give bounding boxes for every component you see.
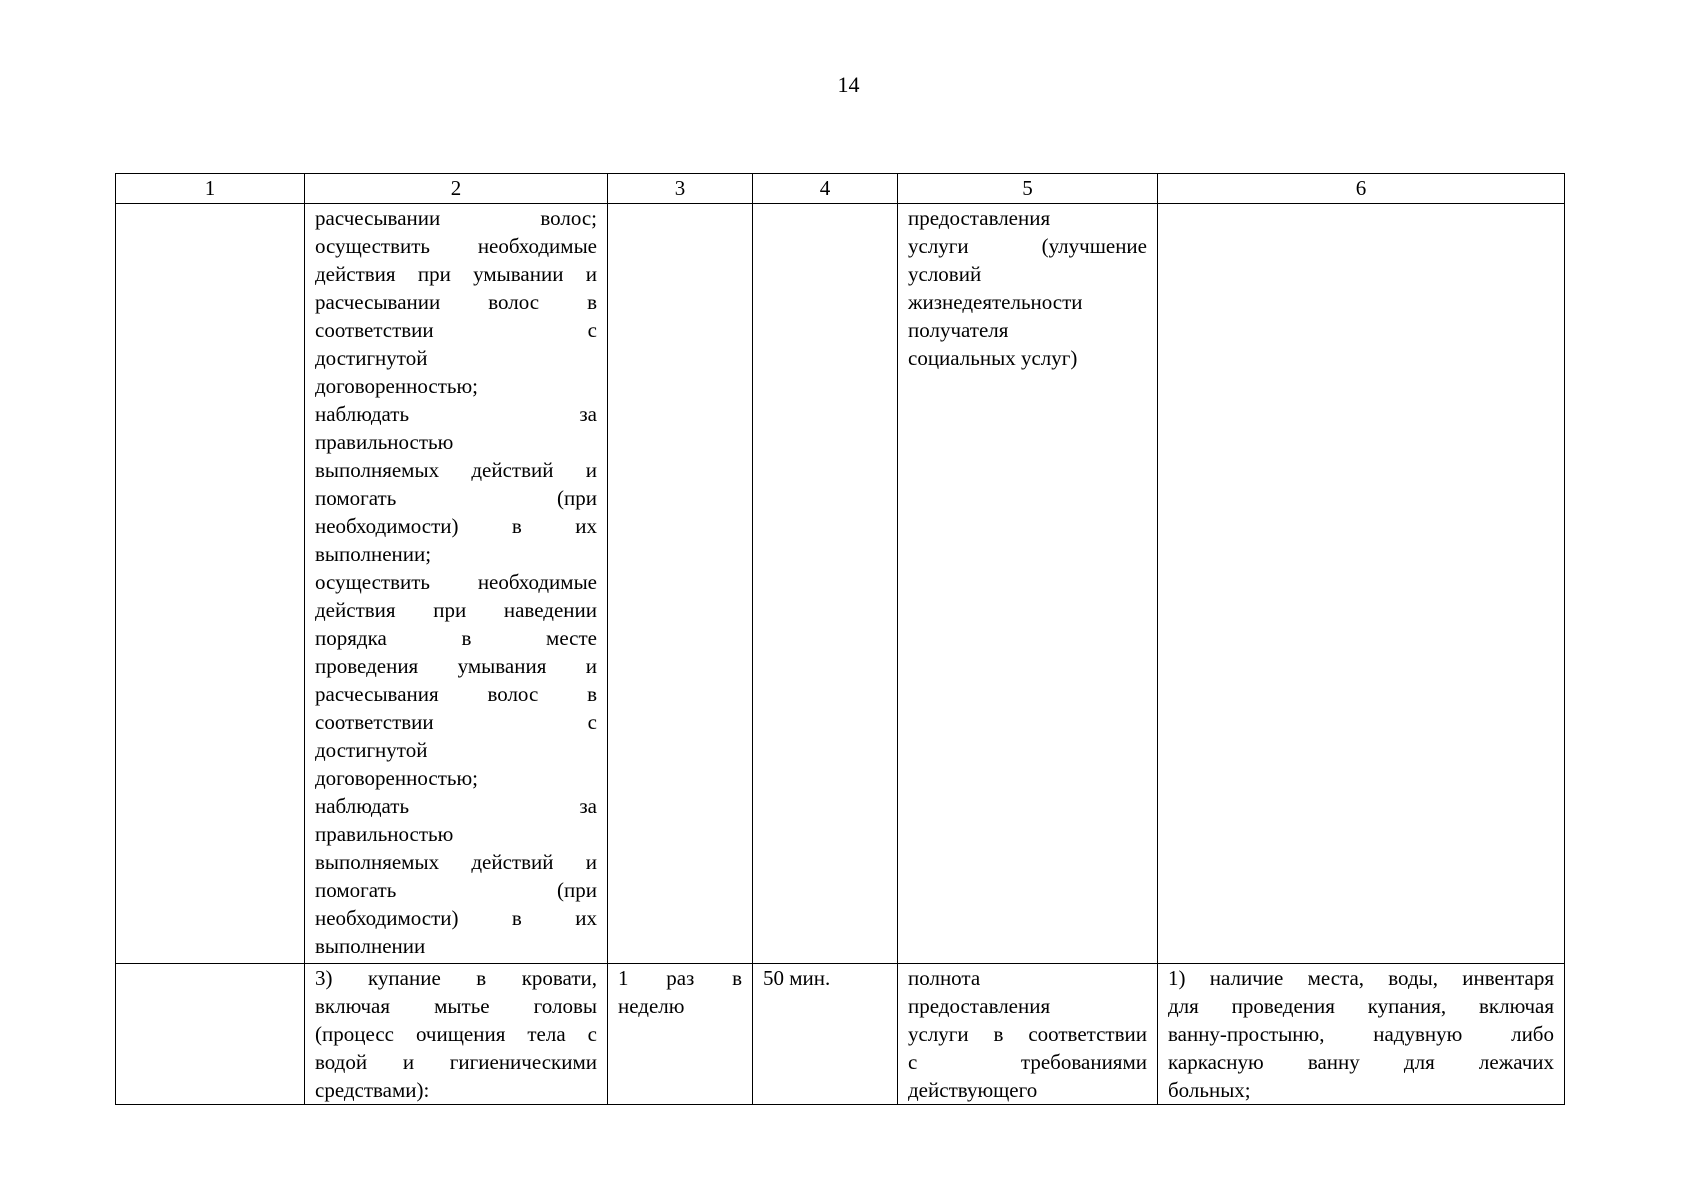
cell-text-line: достигнутой [315,346,428,370]
cell-text-line: предоставления [908,206,1051,230]
cell-text-line: получателя [908,318,1009,342]
cell-text-line: действия при умывании и [315,262,597,286]
cell-text-line: предоставления [908,994,1051,1018]
page-number: 14 [837,72,860,97]
table-cell [305,204,608,964]
column-header-6: 6 [1158,174,1565,204]
column-header-4: 4 [753,174,898,204]
table-row [116,204,1565,964]
table-cell [898,964,1158,1105]
cell-text-line: расчесывании волос в [315,290,597,314]
cell-text-line: проведения умывания и [315,654,597,678]
cell-text-line: помогать (при [315,486,597,510]
cell-text-line: социальных услуг) [908,346,1078,370]
services-table [115,173,1565,1105]
cell-text-line: осуществить необходимые [315,234,597,258]
cell-text-line: включая мытье головы [315,994,597,1018]
table-cell [116,964,305,1105]
cell-text-line: полнота [908,966,981,990]
cell-text-line: каркасную ванну для лежачих [1168,1050,1554,1074]
cell-text-line: с требованиями [908,1050,1147,1074]
cell-text-line: услуги в соответствии [908,1022,1147,1046]
cell-text-line: для проведения купания, включая [1168,994,1554,1018]
column-header-5: 5 [898,174,1158,204]
cell-text-line: (процесс очищения тела с [315,1022,597,1046]
cell-text-line: необходимости) в их [315,906,597,930]
cell-text-line: ванну-простыню, надувную либо [1168,1022,1554,1046]
cell-text-line: больных; [1168,1078,1251,1102]
cell-text-line: выполнении [315,934,426,958]
cell-text-line: правильностью [315,430,454,454]
table-cell [753,204,898,964]
cell-text-line: помогать (при [315,878,597,902]
table-cell [1158,204,1565,964]
cell-text-line: наблюдать за [315,402,597,426]
cell-text-line: правильностью [315,822,454,846]
cell-text-line: договоренностью; [315,374,478,398]
cell-text-line: 1 раз в [618,966,742,990]
cell-text-line: расчесывания волос в [315,682,597,706]
table-cell [1158,964,1565,1105]
table-cell [898,204,1158,964]
table-cell [608,204,753,964]
cell-text-line: неделю [618,994,685,1018]
cell-text-line: наблюдать за [315,794,597,818]
cell-text-line: 1) наличие места, воды, инвентаря [1168,966,1554,990]
table-cell [608,964,753,1105]
cell-text-line: действия при наведении [315,598,597,622]
cell-text-line: выполняемых действий и [315,850,597,874]
table-cell [753,964,898,1105]
cell-text-line: выполнении; [315,542,432,566]
cell-text-line: выполняемых действий и [315,458,597,482]
table-cell [116,204,305,964]
cell-text-line: достигнутой [315,738,428,762]
cell-text-line: условий [908,262,982,286]
cell-text-line: необходимости) в их [315,514,597,538]
cell-text-line: расчесывании волос; [315,206,597,230]
cell-text-line: соответствии с [315,318,597,342]
cell-text-line: договоренностью; [315,766,478,790]
cell-text-line: соответствии с [315,710,597,734]
cell-text-line: водой и гигиеническими [315,1050,597,1074]
cell-text-line: жизнедеятельности [908,290,1083,314]
cell-text-line: 3) купание в кровати, [315,966,597,990]
cell-text-line: действующего [908,1078,1038,1102]
cell-text-line: 50 мин. [763,966,831,990]
table-row [116,964,1565,1105]
column-header-2: 2 [305,174,608,204]
table-cell [305,964,608,1105]
cell-text-line: услуги (улучшение [908,234,1147,258]
column-header-1: 1 [116,174,305,204]
table-header-row [116,174,1565,204]
cell-text-line: средствами): [315,1078,430,1102]
cell-text-line: порядка в месте [315,626,597,650]
cell-text-line: осуществить необходимые [315,570,597,594]
column-header-3: 3 [608,174,753,204]
